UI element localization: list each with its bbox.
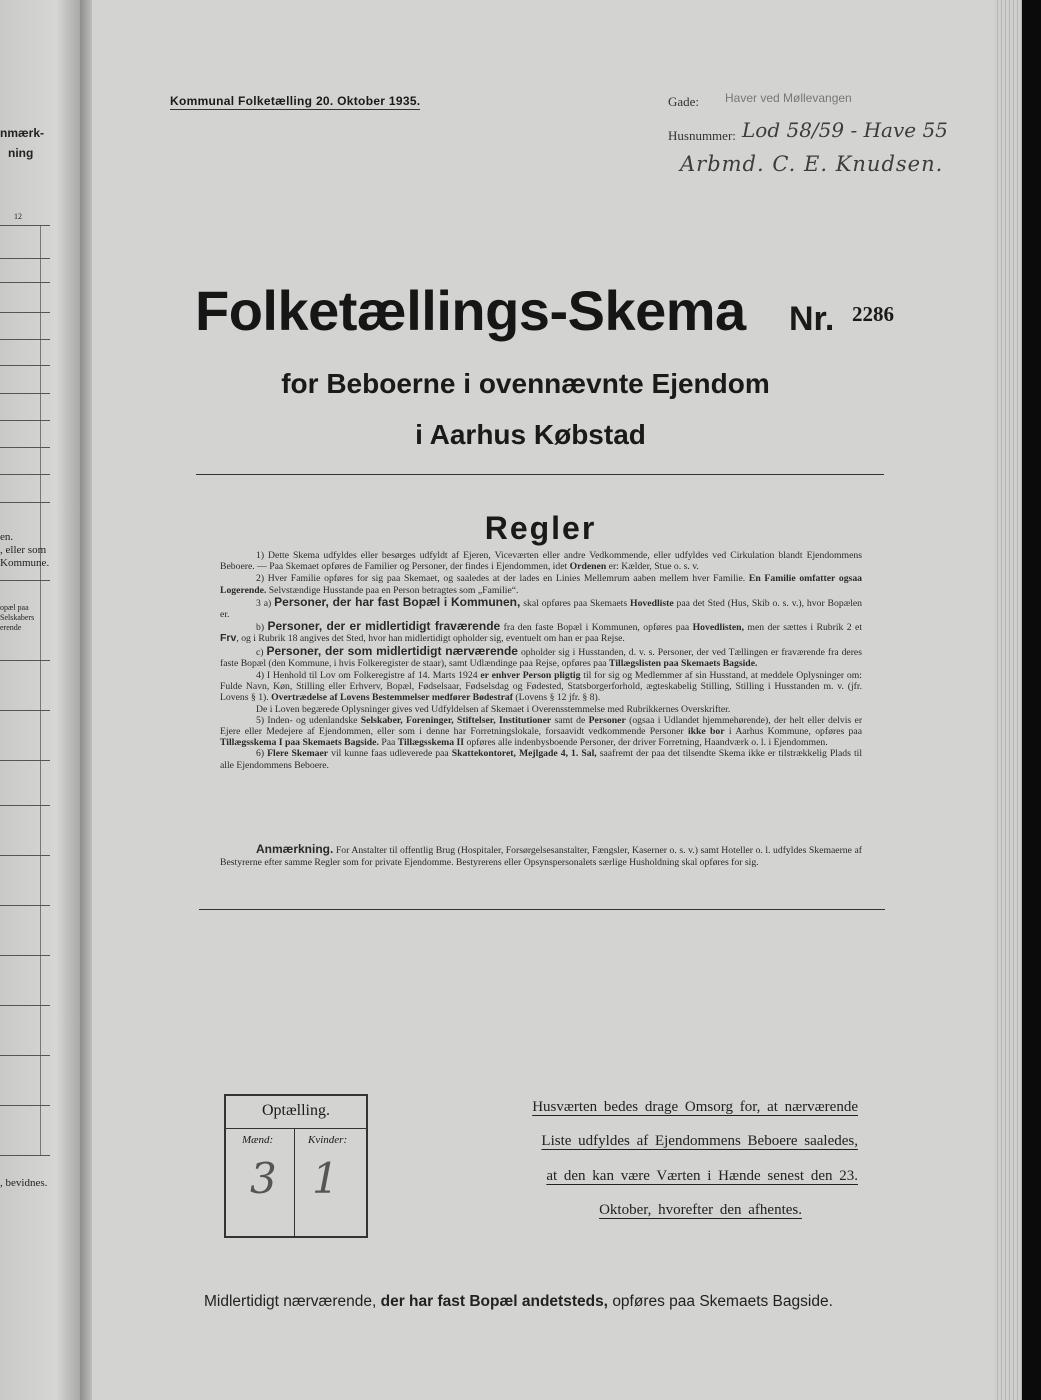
rules-divider (199, 909, 885, 910)
anmaerkning-note (220, 844, 862, 868)
anmaerkning-text: For Anstalter til offentlig Brug (Hospitaler, Forsørgelsesanstalter, Fængsler, Kaserner o. s. v.) samt Hoteller o. l. udfyldes Skemaerne af Bestyrerne efter samme Regler som for private Ejendomme. Bestyrerens eller Opsynspersonalets særlige Husholdning skal opføres for sig. (220, 845, 863, 868)
notice-line: Liste udfyldes af Ejendommens Beboere saaledes, (541, 1133, 858, 1149)
census-header-title: Kommunal Folketælling 20. Oktober 1935. (170, 94, 421, 108)
left-fragment: en. (0, 531, 14, 543)
notice-line: Husværten bedes drage Omsorg for, at nærværende (532, 1099, 858, 1115)
left-fragment: ning (8, 146, 34, 160)
form-title: Folketællings-Skema (195, 279, 746, 342)
rule-3b: b) Personer, der er midlertidigt fraværende fra den faste Bopæl i Kommunen, opføres paa Hovedlisten, men der sættes i Rubrik 2 et Frv, og i Rubrik 18 angives det Sted, hvor han midlertidigt opholder sig, eventuelt om han er paa Rejse. (220, 619, 863, 645)
optaelling-box (224, 1094, 368, 1238)
optaelling-divider (226, 1128, 366, 1129)
left-fragment: , bevidnes. (0, 1177, 48, 1189)
husnummer-label: Husnummer: (668, 128, 736, 143)
page-edges (994, 0, 1022, 1400)
left-row-rule (0, 805, 50, 806)
left-fragment: , eller som (0, 544, 47, 556)
left-fragment: opæl paa (0, 603, 29, 612)
left-fragment: Kommune. (0, 557, 50, 569)
notice-line: Oktober, hvorefter den afhentes. (599, 1202, 802, 1218)
form-number-value: 2286 (852, 302, 894, 326)
form-subtitle-location: i Aarhus Købstad (415, 419, 646, 450)
left-row-rule (0, 502, 50, 503)
left-row-rule (0, 955, 50, 956)
husnummer-value: Lod 58/59 - Have 55 (742, 118, 948, 142)
rule-2: 2) Hver Familie opføres for sig paa Skemaet, og saaledes at der lades en Linies Mellemrum aaben mellem hver Familie. En Familie omfatter ogsaa Logerende. Selvstændige Husstande paa en Person betragtes som „Familie“. (220, 573, 863, 596)
rule-3a: 3 a) Personer, der har fast Bopæl i Kommunen, skal opføres paa Skemaets Hovedliste paa det Sted (Hus, Skib o. s. v.), hvor Bopælen er. (220, 594, 863, 621)
left-row-rule (0, 580, 50, 581)
owner-handwritten: Arbmd. C. E. Knudsen. (680, 152, 944, 176)
rule-1: 1) Dette Skema udfyldes eller besørges udfyldt af Ejeren, Viceværten eller andre Vedkommende, eller udfyldes ved Cirkulation blandt Ejendommens Beboere. — Paa Skemaet opføres de Familier og Personer, der findes i Ejendommen, idet Ordenen er: Kælder, Stue o. s. v. (220, 550, 862, 573)
left-row-rule (0, 660, 50, 661)
gade-label: Gade: (668, 94, 700, 109)
left-row-rule (0, 312, 50, 313)
title-divider (196, 474, 884, 475)
left-fragment: nmærk- (0, 126, 45, 140)
rule-5: 5) Inden- og udenlandske Selskaber, Foreninger, Stiftelser, Institutioner samt de Personer (ogsaa i Udlandet hjemmehørende), der helt eller delvis er Ejere eller Medejere af Ejendommen, eller som i denne har Forretningslokale, forsaavidt vedkommende Personer ikke bor i Aarhus Kommune, opføres paa Tillægsskema I paa Skemaets Bagside. Paa Tillægsskema II opføres alle indenbysboende Personer, der driver Forretning, Haandværk o. l. i Ejendommen. (220, 714, 863, 749)
left-page-fragment (0, 0, 80, 1400)
left-fragment: 12 (14, 212, 22, 221)
left-row-rule (0, 282, 50, 283)
footer-instruction: Midlertidigt nærværende, der har fast Bopæl andetsteds, opføres paa Skemaets Bagside. (204, 1293, 833, 1310)
optaelling-column-divider (294, 1128, 295, 1236)
rule-4b: De i Loven begærede Oplysninger gives ved Udfyldelsen af Skemaet i Overensstemmelse med Rubrikkernes Overskrifter. (256, 703, 731, 715)
left-row-rule (0, 365, 50, 366)
left-row-rule (0, 1055, 50, 1056)
left-row-rule (0, 225, 50, 226)
notice-line: at den kan være Værten i Hænde senest den 23. (546, 1168, 858, 1184)
left-row-rule (0, 258, 50, 259)
left-row-rule (0, 760, 50, 761)
kvinder-count: 1 (312, 1154, 339, 1203)
left-row-rule (0, 710, 50, 711)
left-row-rule (0, 474, 50, 475)
left-row-rule (0, 1155, 50, 1156)
left-fragment: erende (0, 623, 22, 632)
anmaerkning-label: Anmærkning. (256, 842, 334, 856)
left-row-rule (0, 1105, 50, 1106)
left-row-rule (0, 855, 50, 856)
regler-heading: Regler (484, 510, 597, 546)
maend-label: Mænd: (242, 1134, 274, 1146)
form-subtitle: for Beboerne i ovennævnte Ejendom (281, 368, 770, 399)
regler-text (220, 550, 862, 771)
gade-value: Haver ved Møllevangen (725, 91, 852, 105)
book-gutter (80, 0, 92, 1400)
rule-4: 4) I Henhold til Lov om Folkeregistre af 14. Marts 1924 er enhver Person pligtig til for sig og Medlemmer af sin Husstand, at meddele Oplysninger om: Fulde Navn, Køn, Stilling eller Erhverv, Bopæl, Fødselsaar, Fødselsdag og Fødested, Statsborgerforhold, ægteskabelig Stilling, Stilling i Husstanden m. v. (jfr. Lovens § 1). Overtrædelse af Lovens Bestemmelser medfører Bødestraf (Lovens § 12 jfr. § 8). (220, 670, 863, 704)
optaelling-title: Optælling. (261, 1102, 330, 1119)
left-row-rule (0, 339, 50, 340)
form-number-label: Nr. (789, 300, 835, 338)
rule-6: 6) Flere Skemaer vil kunne faas udleverede paa Skattekontoret, Mejlgade 4, 1. Sal, saafremt der paa det tilsendte Skema ikke er tilstrækkelig Plads til alle Ejendommens Beboere. (220, 748, 863, 771)
kvinder-label: Kvinder: (308, 1134, 348, 1146)
landlord-notice (500, 1097, 858, 1227)
left-row-rule (0, 1005, 50, 1006)
left-fragment: Selskabers (0, 613, 35, 622)
rule-3c: c) Personer, der som midlertidigt nærværende opholder sig i Husstanden, d. v. s. Personer, der ved Tællingen er fraværende fra deres faste Bopæl (den Kommune, i hvis Folkeregister de staar), samt Udlændinge paa Rejse, opføres paa Tillægslisten paa Skemaets Bagside. (220, 643, 863, 669)
left-row-rule (0, 905, 50, 906)
maend-count: 3 (250, 1154, 277, 1203)
